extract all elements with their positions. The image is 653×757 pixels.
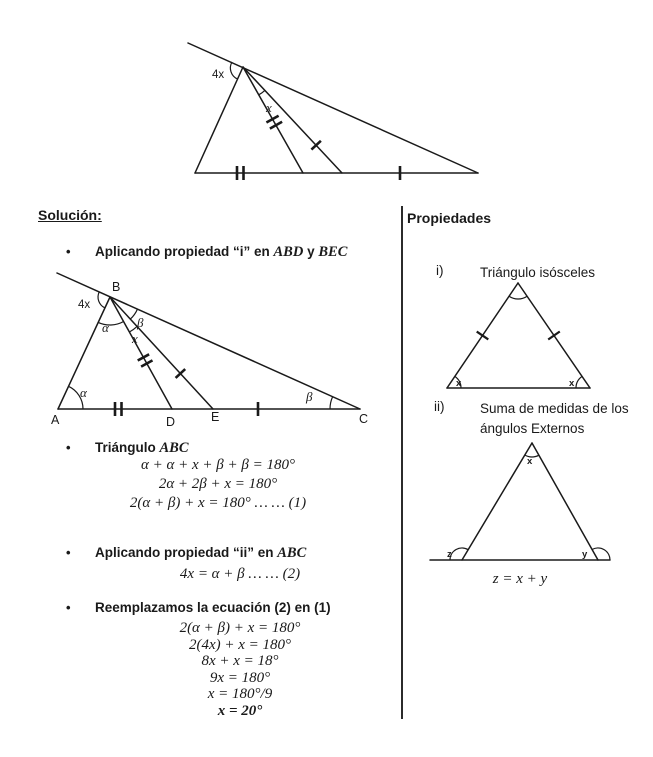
equation-line-1: α + α + x + β + β = 180° — [141, 457, 295, 473]
tick-bd-1 — [138, 354, 149, 360]
label-x-right: x — [569, 378, 575, 389]
text-prefix: Triángulo — [95, 440, 160, 455]
tick-marks — [477, 332, 560, 340]
bullet-apply-property-ii — [66, 545, 306, 561]
label-x-apex: x — [132, 331, 138, 346]
equation-result: x = 20° — [217, 702, 263, 719]
math-abc: ABC — [159, 440, 189, 456]
tick-bd-2 — [141, 360, 152, 366]
bullet-replace-equation — [66, 600, 331, 616]
arc-x — [259, 90, 265, 94]
equation-property-ii — [100, 565, 380, 584]
property-ii-title — [480, 399, 640, 439]
math-bec: BEC — [318, 244, 348, 260]
label-4x: 4x — [212, 69, 225, 81]
triangle-lines — [57, 273, 360, 409]
figure-problem-triangle — [180, 30, 490, 185]
bullet-triangle-abc — [66, 440, 189, 456]
bullet-icon: • — [66, 440, 71, 455]
bullet-apply-property-i — [66, 244, 347, 260]
triangle-lines — [430, 443, 610, 560]
tick-marks — [115, 354, 258, 416]
label-vertex-b: B — [112, 280, 121, 294]
angle-arcs — [230, 62, 265, 95]
equation-line-3: 8x + x = 18° — [201, 653, 279, 670]
equation-line-2: 2α + 2β + x = 180° — [158, 476, 278, 492]
side-ab — [195, 67, 243, 173]
arc-beta-c — [330, 397, 333, 409]
angle-arcs — [69, 292, 333, 409]
solution-heading: Solución: — [38, 207, 102, 223]
label-y: y — [582, 549, 588, 560]
equations-final — [100, 620, 380, 720]
angle-arcs — [455, 296, 582, 388]
label-x: x — [266, 100, 272, 115]
tick-left-side — [477, 332, 489, 340]
equation-line-4: 9x = 180° — [209, 669, 271, 686]
bullet-text — [95, 244, 347, 260]
label-x-apex: x — [527, 456, 533, 467]
label-beta-c: β — [306, 389, 313, 404]
cevian-be — [243, 67, 342, 173]
exterior-formula — [450, 570, 590, 589]
arc-apex — [509, 296, 527, 299]
arc-right — [576, 376, 582, 388]
bullet-text — [95, 440, 189, 456]
extended-line-bc — [57, 273, 360, 409]
figure-exterior-angles — [425, 438, 620, 568]
property-ii-title-line1: Suma de medidas de los — [480, 401, 629, 416]
text-prefix: Aplicando propiedad “i” en — [95, 244, 274, 259]
column-divider — [401, 206, 403, 719]
bullet-icon: • — [66, 600, 71, 615]
figure-isosceles-triangle — [425, 278, 620, 396]
property-i-number: i) — [436, 263, 444, 278]
angle-arcs — [450, 455, 610, 560]
equation-line-2: 2(4x) + x = 180° — [188, 636, 292, 653]
cevian-bd — [110, 297, 172, 409]
property-ii-title-line2: ángulos Externos — [480, 421, 585, 436]
label-vertex-c: C — [359, 412, 369, 426]
tick-right-side — [548, 332, 560, 340]
equation-line: 4x = α + β … … (2) — [179, 566, 301, 582]
bullet-text — [95, 545, 306, 561]
formula-line: z = x + y — [492, 571, 548, 587]
label-z: z — [447, 549, 452, 560]
property-i-title: Triángulo isósceles — [480, 265, 596, 280]
label-vertex-e: E — [211, 410, 220, 424]
equations-triangle-abc — [78, 456, 358, 513]
label-alpha-a: α — [80, 385, 87, 400]
text-prefix: Aplicando propiedad “ii” en — [95, 545, 278, 560]
label-vertex-a: A — [51, 413, 60, 427]
bullet-icon: • — [66, 244, 71, 259]
properties-heading: Propiedades — [407, 210, 492, 226]
side-right — [532, 443, 598, 560]
equation-line-1: 2(α + β) + x = 180° — [179, 620, 301, 636]
bullet-icon: • — [66, 545, 71, 560]
side-left — [462, 443, 532, 560]
property-ii-number: ii) — [434, 399, 445, 414]
equation-line-3: 2(α + β) + x = 180° … … (1) — [129, 495, 307, 511]
bullet-text: Reemplazamos la ecuación (2) en (1) — [95, 600, 331, 615]
text-mid: y — [303, 244, 319, 259]
math-abc: ABC — [277, 545, 307, 561]
math-abd: ABD — [273, 244, 304, 260]
label-4x: 4x — [78, 299, 91, 311]
equation-line-5: x = 180°/9 — [207, 686, 273, 703]
label-x-left: x — [456, 378, 462, 389]
label-vertex-d: D — [166, 415, 176, 429]
label-alpha-apex: α — [102, 320, 109, 335]
label-beta-apex: β — [137, 315, 144, 330]
figure-solution-triangle — [40, 265, 385, 433]
tick-bd-1 — [266, 116, 278, 123]
tick-bd-2 — [270, 122, 282, 129]
cevian-be — [110, 297, 213, 409]
